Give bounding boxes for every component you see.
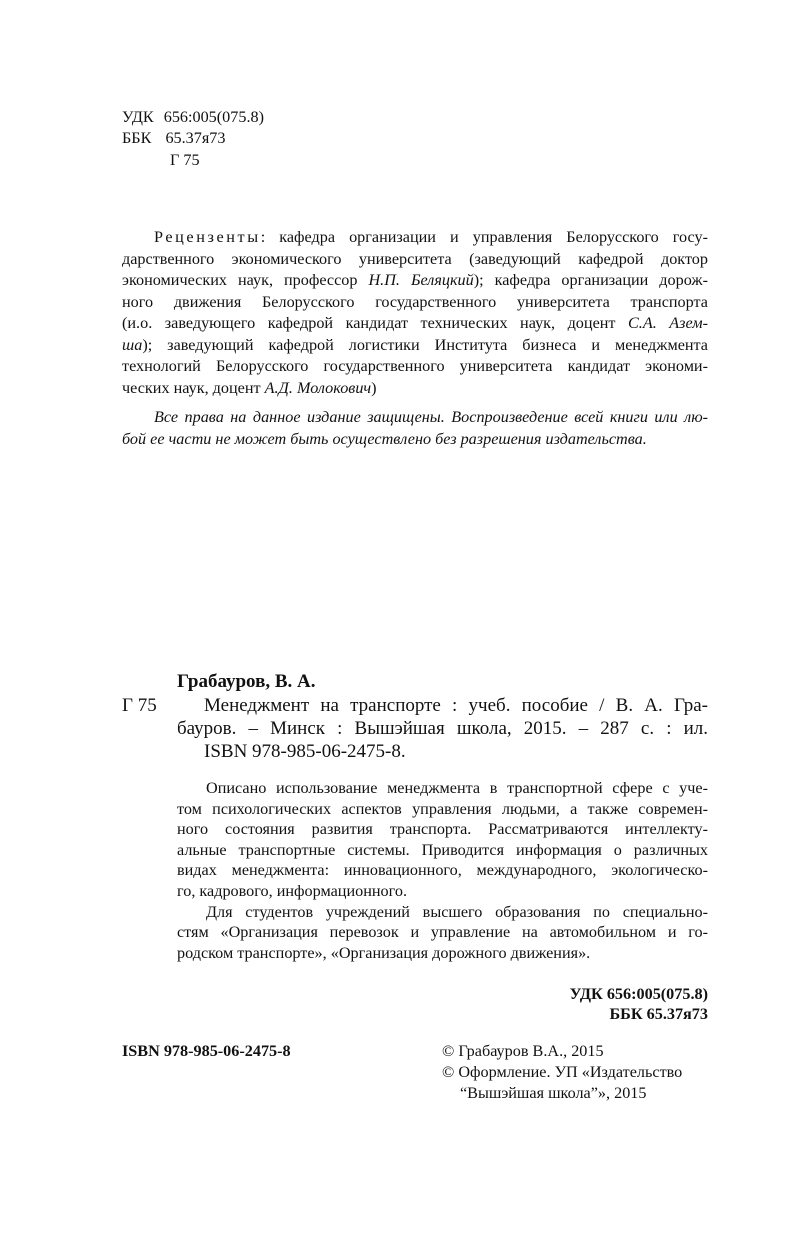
reviewers-line xyxy=(154,228,708,247)
reviewer-name: ша xyxy=(122,335,143,354)
annotation-line: ного состояния развития транспорта. Рассматриваются интеллекту- xyxy=(177,820,708,839)
reviewers-line xyxy=(122,271,708,290)
bbk-top xyxy=(122,129,226,148)
catalog-entry-line: ISBN 978-985-06-2475-8. xyxy=(204,741,406,762)
author-sign-top: Г 75 xyxy=(170,151,200,169)
reviewers-text: ); заведующий кафедрой логистики Института бизнеса и менеджмента xyxy=(142,335,708,354)
reviewers-text: ) xyxy=(371,378,377,397)
bbk-label: ББК xyxy=(122,129,152,147)
catalog-entry-line: бауров. – Минск : Вышэйшая школа, 2015. – 287 с. : ил. xyxy=(177,718,708,739)
annotation-line: го, кадрового, информационного. xyxy=(177,882,407,900)
reviewers-text: ческих наук, доцент xyxy=(122,378,265,397)
reviewers-line xyxy=(122,336,708,355)
annotation-line: родском транспорте», «Организация дорожного движения». xyxy=(177,943,591,962)
udk-top xyxy=(122,108,264,127)
reviewers-line xyxy=(122,357,708,376)
isbn-bottom: ISBN 978-985-06-2475-8 xyxy=(122,1042,291,1060)
reviewers-text: : кафедра организации и управления Белорусского госу- xyxy=(260,228,708,246)
reviewers-line xyxy=(122,379,377,398)
reviewers-text: технологий Белорусского государственного университета кандидат экономи- xyxy=(122,357,708,375)
catalog-entry-line: Менеджмент на транспорте : учеб. пособие / В. А. Гра- xyxy=(204,695,708,716)
reviewers-text: ); кафедра организации дорож- xyxy=(473,271,708,289)
catalog-sign: Г 75 xyxy=(122,695,157,716)
annotation-line: стям «Организация перевозок и управление на автомобильном и го- xyxy=(177,923,708,942)
reviewer-name: С.А. Азем- xyxy=(628,314,708,332)
udk-bottom: УДК 656:005(075.8) xyxy=(569,985,708,1003)
copyright-design-line-1: © Оформление. УП «Издательство xyxy=(442,1063,683,1081)
reviewers-label: Рецензенты xyxy=(154,228,261,246)
rights-line: Все права на данное издание защищены. Воспроизведение всей книги или лю- xyxy=(154,408,708,426)
reviewers-line xyxy=(122,293,708,312)
reviewers-text: ного движения Белорусского государственного университета транспорта xyxy=(122,292,708,311)
reviewer-name: Н.П. Беляцкий xyxy=(368,271,474,289)
reviewers-line xyxy=(122,314,708,333)
bbk-value: 65.37я73 xyxy=(165,129,226,147)
reviewers-line xyxy=(122,250,708,269)
copyright-design-line-2: “Вышэйшая школа”», 2015 xyxy=(460,1084,647,1102)
reviewers-text: дарственного экономического университета (заведующий кафедрой доктор xyxy=(122,249,708,268)
annotation-line: видах менеджмента: инновационного, международного, экологическо- xyxy=(177,861,708,880)
annotation-line: альные транспортные системы. Приводится информация о различных xyxy=(177,840,708,859)
annotation-line: Для студентов учреждений высшего образования по специально- xyxy=(206,902,708,921)
bbk-bottom: ББК 65.37я73 xyxy=(609,1005,708,1023)
udk-value: 656:005(075.8) xyxy=(163,108,264,126)
copyright-author: © Грабауров В.А., 2015 xyxy=(442,1042,604,1060)
reviewers-text: экономических наук, профессор xyxy=(122,271,369,289)
rights-line: бой ее части не может быть осуществлено без разрешения издательства. xyxy=(122,430,647,448)
reviewers-text: (и.о. заведующего кафедрой кандидат технических наук, доцент xyxy=(122,314,628,332)
annotation-line: том психологических аспектов управления людьми, а также современ- xyxy=(177,799,708,818)
reviewer-name: А.Д. Молокович xyxy=(264,378,372,397)
udk-label: УДК xyxy=(122,108,154,126)
annotation-line: Описано использование менеджмента в транспортной сфере с уче- xyxy=(206,779,708,797)
catalog-author: Грабауров, В. А. xyxy=(177,671,316,692)
